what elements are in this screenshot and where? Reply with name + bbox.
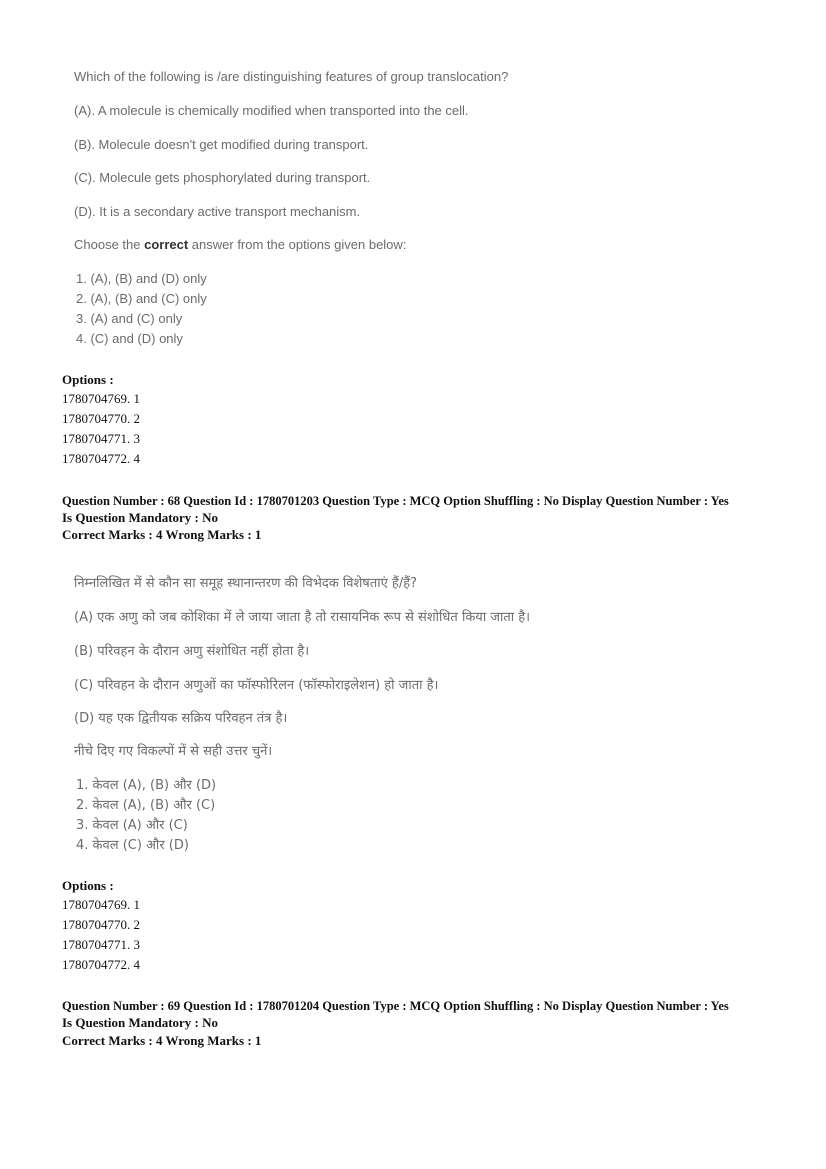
choose-instruction xyxy=(74,237,406,252)
option-id-4: 1780704772. 4 xyxy=(62,451,140,466)
statement-d: (D). It is a secondary active transport mechanism. xyxy=(74,204,361,219)
statement-c: (C). Molecule gets phosphorylated during transport. xyxy=(74,170,371,185)
choose-suffix: answer from the options given below: xyxy=(188,237,407,252)
choose-prefix: Choose the xyxy=(74,237,145,252)
answer-3: 3. (A) and (C) only xyxy=(76,311,183,326)
statement-d-hindi: (D) यह एक द्वितीयक सक्रिय परिवहन तंत्र है। xyxy=(74,711,288,726)
question-69-mandatory: Is Question Mandatory : No xyxy=(62,1015,219,1030)
answer-4: 4. (C) and (D) only xyxy=(76,331,183,346)
statement-b: (B). Molecule doesn't get modified during transport. xyxy=(74,137,369,152)
answer-2: 2. (A), (B) and (C) only xyxy=(76,291,207,306)
question-67-image xyxy=(0,0,826,360)
option-id-1: 1780704769. 1 xyxy=(62,897,140,912)
answer-2-hindi: 2. केवल (A), (B) और (C) xyxy=(76,798,216,813)
question-68-header: Question Number : 68 Question Id : 1780701203 Question Type : MCQ Option Shuffling : No Display Question Number : Yes xyxy=(62,494,729,508)
option-id-1: 1780704769. 1 xyxy=(62,391,140,406)
answer-3-hindi: 3. केवल (A) और (C) xyxy=(76,818,188,833)
options-label: Options : xyxy=(62,878,114,893)
statement-b-hindi: (B) परिवहन के दौरान अणु संशोधित नहीं होता है। xyxy=(74,644,310,659)
question-stem: Which of the following is /are distinguishing features of group translocation? xyxy=(74,69,509,84)
option-id-2: 1780704770. 2 xyxy=(62,917,140,932)
choose-instruction-hindi: नीचे दिए गए विकल्पों में से सही उत्तर चुनें। xyxy=(74,744,273,759)
option-id-2: 1780704770. 2 xyxy=(62,411,140,426)
option-id-3: 1780704771. 3 xyxy=(62,937,140,952)
statement-a-hindi: (A) एक अणु को जब कोशिका में ले जाया जाता है तो रासायनिक रूप से संशोधित किया जाता है। xyxy=(74,610,531,625)
statement-c-hindi: (C) परिवहन के दौरान अणुओं का फॉस्फोरिलन (फॉस्फोराइलेशन) हो जाता है। xyxy=(74,678,439,693)
answer-4-hindi: 4. केवल (C) और (D) xyxy=(76,838,189,853)
option-id-4: 1780704772. 4 xyxy=(62,957,140,972)
question-68-marks: Correct Marks : 4 Wrong Marks : 1 xyxy=(62,527,262,542)
question-68-mandatory: Is Question Mandatory : No xyxy=(62,510,219,525)
question-stem-hindi: निम्नलिखित में से कौन सा समूह स्थानान्तरण की विभेदक विशेषताएं हैं/हैं? xyxy=(74,576,417,591)
answer-1-hindi: 1. केवल (A), (B) और (D) xyxy=(76,778,217,793)
question-69-header: Question Number : 69 Question Id : 1780701204 Question Type : MCQ Option Shuffling : No Display Question Number : Yes xyxy=(62,999,729,1013)
options-label: Options : xyxy=(62,372,114,387)
question-69-marks: Correct Marks : 4 Wrong Marks : 1 xyxy=(62,1033,262,1048)
question-68-image xyxy=(0,560,826,860)
option-id-3: 1780704771. 3 xyxy=(62,431,140,446)
answer-1: 1. (A), (B) and (D) only xyxy=(76,271,207,286)
choose-bold: correct xyxy=(144,237,189,252)
statement-a: (A). A molecule is chemically modified when transported into the cell. xyxy=(74,103,469,118)
